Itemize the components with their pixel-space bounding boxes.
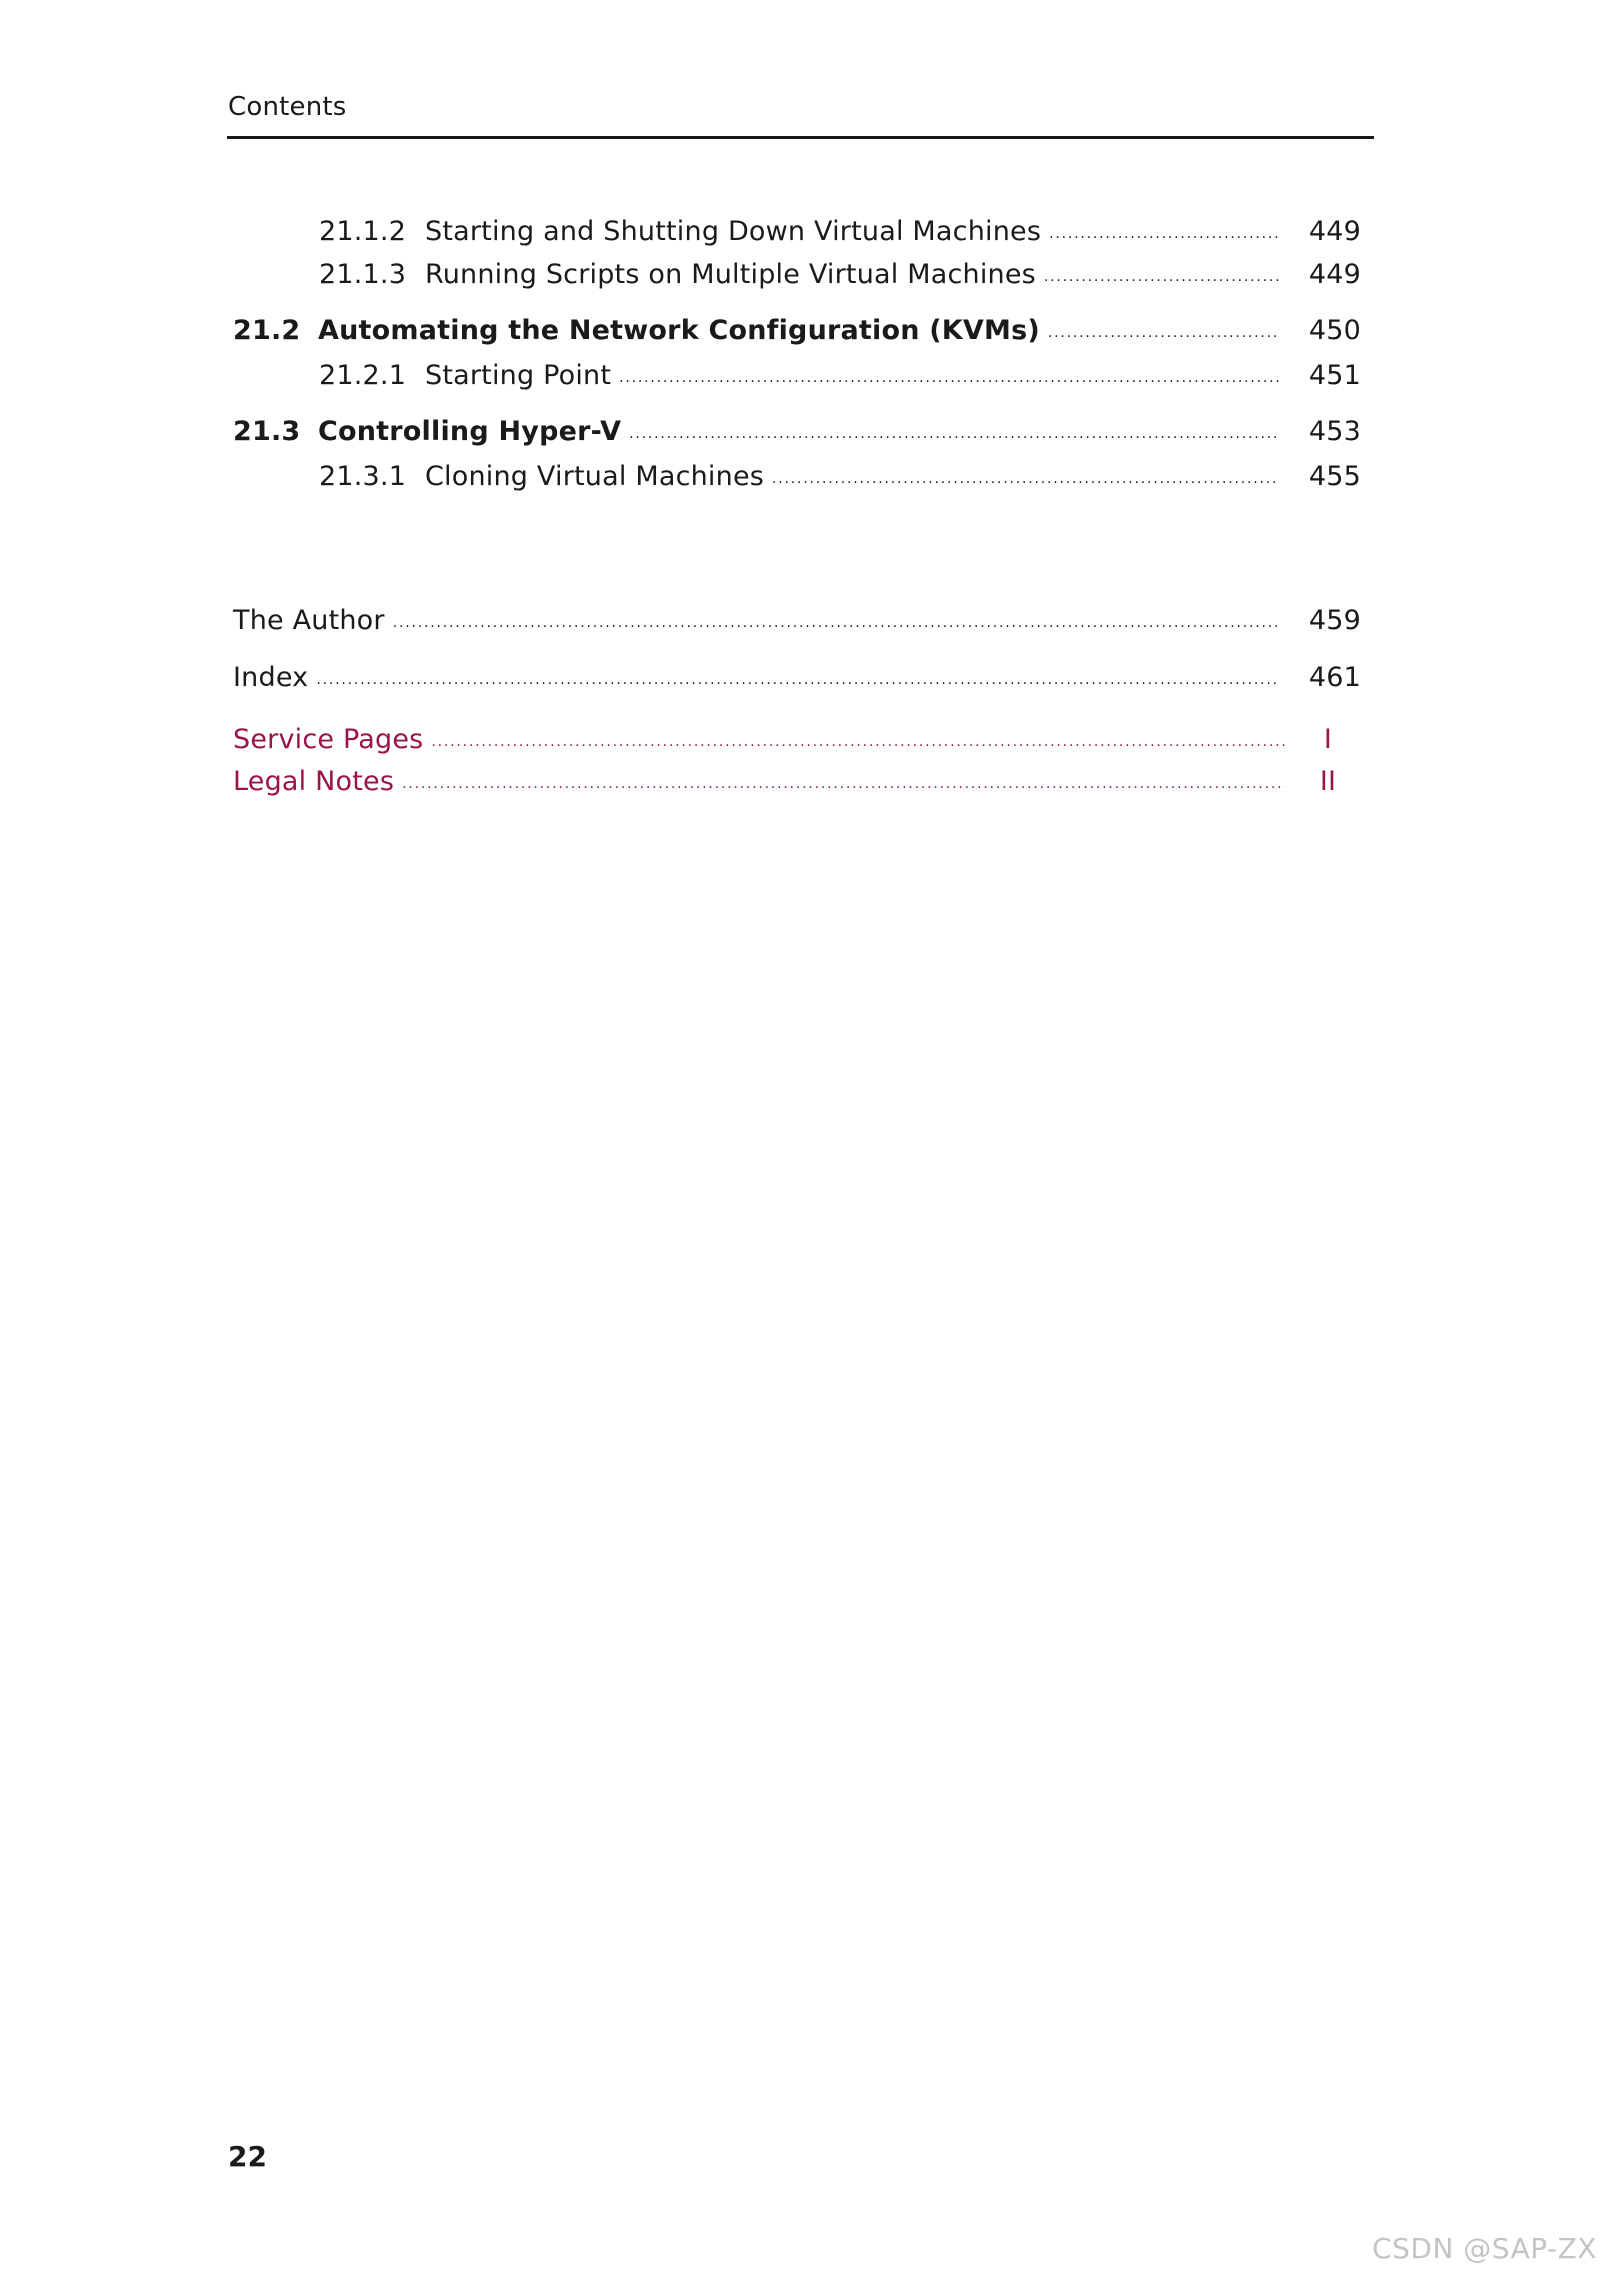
dot-leader <box>393 615 1279 631</box>
dot-leader <box>1044 269 1279 285</box>
entry-page: 449 <box>1308 216 1361 247</box>
entry-title: Starting Point <box>425 360 612 391</box>
toc-entry-21-3-1[interactable] <box>319 461 1361 492</box>
toc-entry-index[interactable] <box>233 662 1361 693</box>
entry-number: 21.2.1 <box>319 360 407 391</box>
header-rule <box>227 136 1374 139</box>
entry-number: 21.3 <box>233 416 301 447</box>
dot-leader <box>1049 226 1279 242</box>
entry-page: 451 <box>1308 360 1361 391</box>
entry-title: Running Scripts on Multiple Virtual Machines <box>425 259 1036 290</box>
toc-entry-the-author[interactable] <box>233 605 1361 636</box>
toc-link-service-pages[interactable] <box>233 724 1361 755</box>
entry-title: Starting and Shutting Down Virtual Machines <box>425 216 1042 247</box>
entry-page: 453 <box>1308 416 1361 447</box>
dot-leader <box>772 471 1279 487</box>
toc-entry-21-2-1[interactable] <box>319 360 1361 391</box>
entry-page: 455 <box>1308 461 1361 492</box>
entry-page: 449 <box>1308 259 1361 290</box>
entry-page: I <box>1323 724 1333 755</box>
running-head: Contents <box>228 92 347 122</box>
dot-leader <box>619 370 1279 386</box>
entry-page: 459 <box>1308 605 1361 636</box>
dot-leader <box>1048 325 1279 341</box>
entry-title: Index <box>233 662 309 693</box>
entry-page: 450 <box>1308 315 1361 346</box>
toc-entry-21-3[interactable] <box>233 416 1361 447</box>
toc-link-legal-notes[interactable] <box>233 766 1361 797</box>
toc-entry-21-1-3[interactable] <box>319 259 1361 290</box>
entry-number: 21.2 <box>233 315 301 346</box>
entry-title: Controlling Hyper-V <box>318 416 622 447</box>
dot-leader <box>402 776 1285 792</box>
entry-number: 21.3.1 <box>319 461 407 492</box>
dot-leader <box>316 672 1279 688</box>
watermark: CSDN @SAP-ZX <box>1372 2232 1597 2265</box>
dot-leader <box>431 734 1285 750</box>
entry-title: Cloning Virtual Machines <box>425 461 765 492</box>
entry-page: II <box>1319 766 1337 797</box>
entry-page: 461 <box>1308 662 1361 693</box>
entry-title: Service Pages <box>233 724 424 755</box>
entry-title: Automating the Network Configuration (KVMs) <box>318 315 1040 346</box>
entry-title: Legal Notes <box>233 766 395 797</box>
toc-entry-21-2[interactable] <box>233 315 1361 346</box>
toc-entry-21-1-2[interactable] <box>319 216 1361 247</box>
entry-number: 21.1.2 <box>319 216 407 247</box>
entry-title: The Author <box>233 605 385 636</box>
entry-number: 21.1.3 <box>319 259 407 290</box>
page-number: 22 <box>228 2140 267 2173</box>
dot-leader <box>629 426 1279 442</box>
